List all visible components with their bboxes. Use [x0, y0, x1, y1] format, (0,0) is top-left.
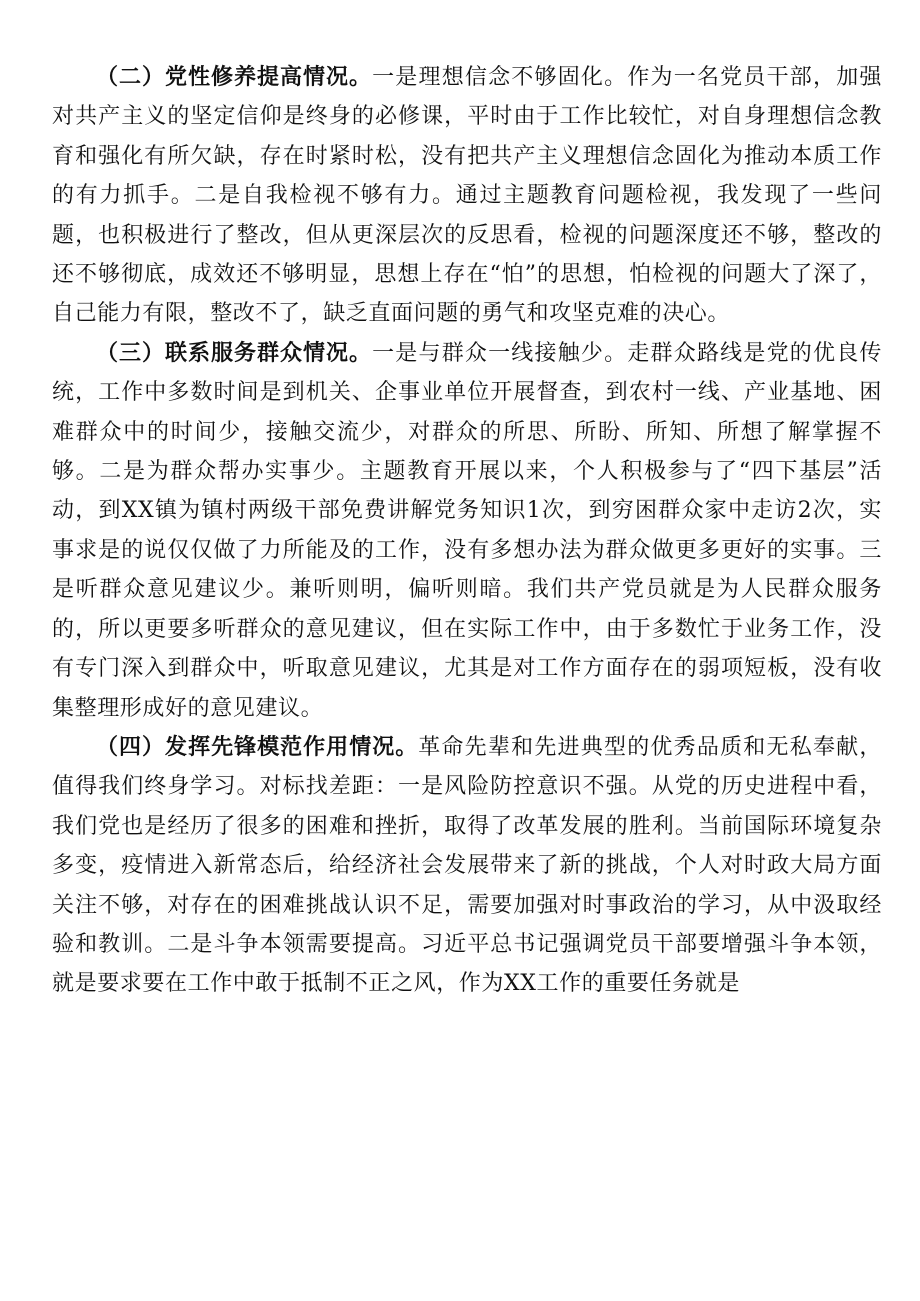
paragraph-text: 一是与群众一线接触少。走群众路线是党的优良传统，工作中多数时间是到机关、企事业单位开展督查，到农村一线、产业基地、困难群众中的时间少，接触交流少，对群众的所思、所盼、所知、所想了解掌握不够。二是为群众帮办实事少。主题教育开展以来，个人积极参与了“四下基层”活动，到XX镇为镇村两级干部免费讲解党务知识1次，到穷困群众家中走访2次，实事求是的说仅仅做了力所能及的工作，没有多想办法为群众做更多更好的实事。三是听群众意见建议少。兼听则明，偏听则暗。我们共产党员就是为人民群众服务的，所以更要多听群众的意见建议，但在实际工作中，由于多数忙于业务工作，没有专门深入到群众中，听取意见建议，尤其是对工作方面存在的弱项短板，没有收集整理形成好的意见建议。	[52, 340, 882, 721]
paragraph-heading: （二）党性修养提高情况。	[96, 65, 373, 90]
paragraph-party-spirit	[52, 58, 882, 334]
paragraph-heading: （四）发挥先锋模范作用情况。	[96, 734, 419, 760]
document-body	[52, 58, 882, 1004]
paragraph-vanguard-role	[52, 728, 882, 1004]
paragraph-serving-masses	[52, 334, 882, 728]
paragraph-text: 一是理想信念不够固化。作为一名党员干部，加强对共产主义的坚定信仰是终身的必修课，平时由于工作比较忙，对自身理想信念教育和强化有所欠缺，存在时紧时松，没有把共产主义理想信念固化为推动本质工作的有力抓手。二是自我检视不够有力。通过主题教育问题检视，我发现了一些问题，也积极进行了整改，但从更深层次的反思看，检视的问题深度还不够，整改的还不够彻底，成效还不够明显，思想上存在“怕”的思想，怕检视的问题大了深了，自己能力有限，整改不了，缺乏直面问题的勇气和攻坚克难的决心。	[52, 65, 882, 327]
paragraph-text: 革命先辈和先进典型的优秀品质和无私奉献，值得我们终身学习。对标找差距：一是风险防控意识不强。从党的历史进程中看，我们党也是经历了很多的困难和挫折，取得了改革发展的胜利。当前国际环境复杂多变，疫情进入新常态后，给经济社会发展带来了新的挑战，个人对时政大局方面关注不够，对存在的困难挑战认识不足，需要加强对时事政治的学习，从中汲取经验和教训。二是斗争本领需要提高。习近平总书记强调党员干部要增强斗争本领，就是要求要在工作中敢于抵制不正之风，作为XX工作的重要任务就是	[52, 734, 882, 997]
paragraph-heading: （三）联系服务群众情况。	[96, 340, 373, 366]
